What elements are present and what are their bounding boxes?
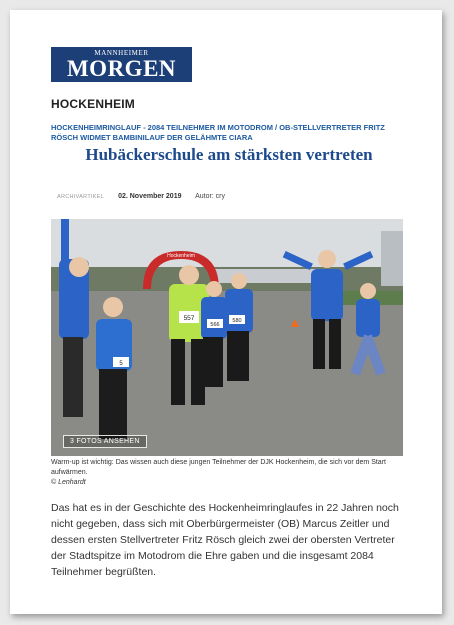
newspaper-logo[interactable]: [51, 47, 192, 82]
gallery-button[interactable]: 3 FOTOS ANSEHEN: [63, 435, 147, 448]
photo-caption: Warm-up ist wichtig: Das wissen auch diese jungen Teilnehmer der DJK Hockenheim, die sich vor dem Start aufwärmen.: [51, 459, 386, 476]
bib-number: 580: [232, 318, 242, 324]
archive-tag: ARCHIVARTIKEL: [57, 194, 105, 200]
bib-number: 557: [183, 315, 195, 322]
bib-number: 5: [119, 361, 123, 367]
article-photo[interactable]: [51, 219, 403, 456]
banner-text: Hockenheim: [167, 253, 195, 259]
article-body: Das hat es in der Geschichte des Hockenheimringlaufes in 22 Jahren noch nicht gegeben, dass sich mit Oberbürgermeister (OB) Marcus Zeitler und dessen ersten Stellvertreter Fritz Rösch gleich zwei der obersten Vertreter der Stadtspitze im Motodrom die Ehre gaben und die insgesamt 2084 Teilnehmer begrüßten.: [51, 502, 399, 578]
article-kicker: HOCKENHEIMRINGLAUF - 2084 TEILNEHMER IM MOTODROM / OB-STELLVERTRETER FRITZ RÖSCH WIDMET BAMBINILAUF DER GELÄHMTE CIARA: [51, 123, 385, 142]
logo-subtitle: MANNHEIMER: [94, 49, 149, 57]
runners-photo-illustration: [51, 219, 403, 456]
photo-credit: © Lenhardt: [51, 479, 86, 486]
article-meta: [57, 193, 225, 200]
publish-date: 02. November 2019: [118, 193, 182, 200]
logo-title: MORGEN: [66, 56, 177, 81]
article-headline: Hubäckerschule am stärksten vertreten: [85, 145, 373, 164]
section-title[interactable]: HOCKENHEIM: [51, 97, 136, 111]
article-page: [10, 10, 442, 614]
bib-number: 566: [210, 322, 220, 328]
author: Autor: cry: [195, 193, 226, 200]
